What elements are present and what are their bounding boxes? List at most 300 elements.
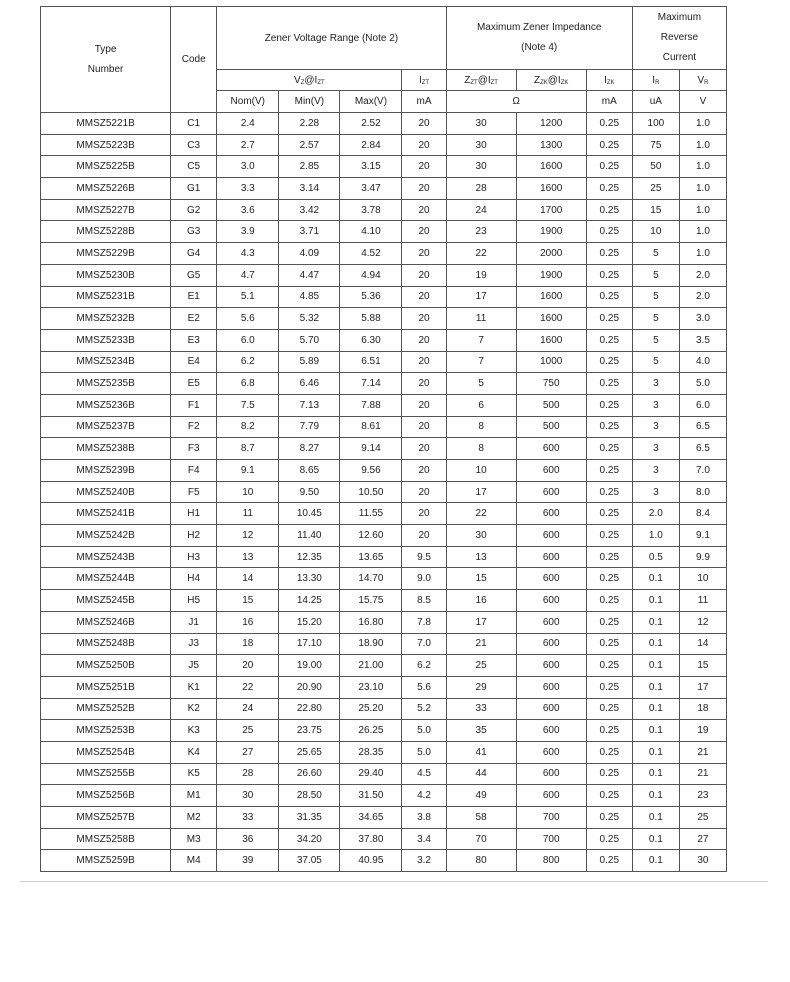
vz-max-cell: 18.90 [340,633,402,655]
izt-cell: 3.8 [402,807,446,829]
code-cell: C3 [171,134,217,156]
vz-nom-cell: 4.3 [217,243,279,265]
table-row [41,199,727,221]
vz-nom-cell: 5.1 [217,286,279,308]
type-number-cell: MMSZ5257B [41,807,171,829]
zzk-cell: 600 [516,503,586,525]
izk-cell: 0.25 [586,243,632,265]
vz-max-cell: 26.25 [340,720,402,742]
zzk-cell: 600 [516,676,586,698]
vz-nom-cell: 16 [217,611,279,633]
izk-cell: 0.25 [586,329,632,351]
vz-min-cell: 4.09 [279,243,340,265]
ir-cell: 0.1 [632,698,679,720]
table-row [41,546,727,568]
zzt-cell: 6 [446,394,516,416]
vz-nom-cell: 30 [217,785,279,807]
zzt-cell: 7 [446,329,516,351]
ir-unit: uA [632,91,679,113]
vz-max-cell: 5.36 [340,286,402,308]
zener-voltage-range-header: Zener Voltage Range (Note 2) [217,7,446,70]
zzt-cell: 17 [446,481,516,503]
table-row [41,373,727,395]
table-row [41,525,727,547]
ir-cell: 15 [632,199,679,221]
vz-min-cell: 5.32 [279,308,340,330]
izt-cell: 7.8 [402,611,446,633]
izk-cell: 0.25 [586,199,632,221]
ir-cell: 5 [632,243,679,265]
vr-cell: 18 [679,698,726,720]
vz-nom-cell: 28 [217,763,279,785]
zzk-cell: 500 [516,394,586,416]
table-row [41,286,727,308]
zzk-cell: 1300 [516,134,586,156]
izk-cell: 0.25 [586,156,632,178]
zzk-cell: 600 [516,460,586,482]
izt-cell: 20 [402,351,446,373]
zzk-cell: 600 [516,655,586,677]
ir-cell: 50 [632,156,679,178]
vz-max-cell: 3.47 [340,178,402,200]
izt-cell: 20 [402,134,446,156]
code-cell: M3 [171,828,217,850]
zzt-cell: 80 [446,850,516,872]
vz-min-cell: 8.65 [279,460,340,482]
table-row [41,590,727,612]
izk-cell: 0.25 [586,394,632,416]
nom-unit: Nom(V) [217,91,279,113]
vr-cell: 27 [679,828,726,850]
ir-header: $I_R$ [632,70,679,91]
vz-max-cell: 6.51 [340,351,402,373]
code-cell: G5 [171,264,217,286]
type-number-cell: MMSZ5227B [41,199,171,221]
vz-nom-cell: 11 [217,503,279,525]
code-cell: F5 [171,481,217,503]
vr-cell: 3.0 [679,308,726,330]
table-row [41,156,727,178]
ir-cell: 0.1 [632,655,679,677]
zzk-cell: 600 [516,546,586,568]
vz-nom-cell: 8.2 [217,416,279,438]
table-row [41,178,727,200]
zener-spec-table [40,6,727,872]
vz-min-cell: 5.89 [279,351,340,373]
zzk-cell: 1600 [516,308,586,330]
vz-min-cell: 15.20 [279,611,340,633]
impedance-unit: Ω [446,91,586,113]
code-cell: F1 [171,394,217,416]
vz-nom-cell: 13 [217,546,279,568]
izt-cell: 20 [402,308,446,330]
izk-unit: mA [586,91,632,113]
izt-cell: 3.2 [402,850,446,872]
vz-max-cell: 25.20 [340,698,402,720]
type-number-cell: MMSZ5232B [41,308,171,330]
table-row [41,850,727,872]
zzk-cell: 1200 [516,113,586,135]
ir-cell: 3 [632,481,679,503]
ir-cell: 0.1 [632,720,679,742]
table-row [41,741,727,763]
table-row [41,113,727,135]
type-number-cell: MMSZ5237B [41,416,171,438]
izk-cell: 0.25 [586,460,632,482]
ir-cell: 5 [632,264,679,286]
code-cell: H1 [171,503,217,525]
vz-nom-cell: 2.7 [217,134,279,156]
vz-min-cell: 10.45 [279,503,340,525]
vr-cell: 1.0 [679,156,726,178]
vz-min-cell: 3.71 [279,221,340,243]
code-cell: E2 [171,308,217,330]
zzt-cell: 8 [446,438,516,460]
vz-min-cell: 23.75 [279,720,340,742]
izk-cell: 0.25 [586,568,632,590]
code-cell: H2 [171,525,217,547]
zzk-cell: 600 [516,698,586,720]
vr-cell: 10 [679,568,726,590]
izt-cell: 20 [402,178,446,200]
zzt-cell: 17 [446,611,516,633]
ir-cell: 0.1 [632,763,679,785]
type-number-cell: MMSZ5250B [41,655,171,677]
max-unit: Max(V) [340,91,402,113]
zzk-cell: 600 [516,481,586,503]
ir-cell: 3 [632,438,679,460]
vz-max-cell: 23.10 [340,676,402,698]
izt-cell: 9.0 [402,568,446,590]
vz-min-cell: 2.57 [279,134,340,156]
type-number-cell: MMSZ5233B [41,329,171,351]
zzt-cell: 15 [446,568,516,590]
izk-cell: 0.25 [586,676,632,698]
zzt-cell: 70 [446,828,516,850]
table-row [41,351,727,373]
zzt-cell: 11 [446,308,516,330]
izk-cell: 0.25 [586,850,632,872]
vz-min-cell: 9.50 [279,481,340,503]
zzk-cell: 1600 [516,178,586,200]
zzt-cell: 30 [446,113,516,135]
type-number-cell: MMSZ5256B [41,785,171,807]
vr-cell: 5.0 [679,373,726,395]
vz-max-cell: 40.95 [340,850,402,872]
ir-cell: 1.0 [632,525,679,547]
table-row [41,785,727,807]
vz-max-cell: 28.35 [340,741,402,763]
vz-nom-cell: 5.6 [217,308,279,330]
code-cell: K5 [171,763,217,785]
zzk-cell: 1000 [516,351,586,373]
vr-cell: 14 [679,633,726,655]
table-row [41,329,727,351]
izt-cell: 20 [402,394,446,416]
zzt-cell: 30 [446,156,516,178]
zzk-cell: 600 [516,438,586,460]
zzt-cell: 28 [446,178,516,200]
type-number-cell: MMSZ5259B [41,850,171,872]
vr-cell: 15 [679,655,726,677]
izk-cell: 0.25 [586,178,632,200]
izt-cell: 20 [402,199,446,221]
zzt-cell: 58 [446,807,516,829]
vz-nom-cell: 18 [217,633,279,655]
ir-cell: 5 [632,329,679,351]
ir-cell: 0.1 [632,850,679,872]
izk-cell: 0.25 [586,134,632,156]
code-cell: K2 [171,698,217,720]
izt-cell: 4.5 [402,763,446,785]
izk-cell: 0.25 [586,308,632,330]
vz-min-cell: 28.50 [279,785,340,807]
code-cell: K4 [171,741,217,763]
type-number-cell: MMSZ5255B [41,763,171,785]
vz-max-cell: 15.75 [340,590,402,612]
vr-cell: 30 [679,850,726,872]
zzk-cell: 500 [516,416,586,438]
izt-cell: 3.4 [402,828,446,850]
code-cell: J5 [171,655,217,677]
type-number-cell: MMSZ5248B [41,633,171,655]
zzt-cell: 21 [446,633,516,655]
type-number-cell: MMSZ5225B [41,156,171,178]
vz-nom-cell: 3.0 [217,156,279,178]
izk-cell: 0.25 [586,633,632,655]
izk-cell: 0.25 [586,611,632,633]
code-cell: K1 [171,676,217,698]
type-number-cell: MMSZ5231B [41,286,171,308]
vr-cell: 1.0 [679,178,726,200]
izt-unit: mA [402,91,446,113]
ir-cell: 0.1 [632,676,679,698]
vz-nom-cell: 3.3 [217,178,279,200]
table-row [41,416,727,438]
vr-cell: 3.5 [679,329,726,351]
ir-cell: 0.1 [632,741,679,763]
ir-cell: 25 [632,178,679,200]
zzk-cell: 800 [516,850,586,872]
vr-cell: 12 [679,611,726,633]
izk-cell: 0.25 [586,286,632,308]
vz-nom-cell: 27 [217,741,279,763]
code-cell: F3 [171,438,217,460]
vz-max-cell: 13.65 [340,546,402,568]
izt-cell: 6.2 [402,655,446,677]
table-row [41,676,727,698]
zzt-cell: 33 [446,698,516,720]
table-row [41,481,727,503]
vz-min-cell: 14.25 [279,590,340,612]
izk-cell: 0.25 [586,763,632,785]
ir-cell: 0.1 [632,590,679,612]
code-cell: H4 [171,568,217,590]
vz-max-cell: 29.40 [340,763,402,785]
code-header: Code [171,7,217,113]
vz-nom-cell: 22 [217,676,279,698]
table-row [41,438,727,460]
table-row [41,828,727,850]
zzt-cell: 22 [446,503,516,525]
zzk-cell: 600 [516,590,586,612]
vz-max-cell: 3.78 [340,199,402,221]
zzk-cell: 700 [516,828,586,850]
type-number-cell: MMSZ5253B [41,720,171,742]
vz-min-cell: 17.10 [279,633,340,655]
code-cell: J1 [171,611,217,633]
vr-cell: 1.0 [679,221,726,243]
izk-cell: 0.25 [586,828,632,850]
table-row [41,394,727,416]
vz-min-cell: 7.79 [279,416,340,438]
vr-cell: 6.5 [679,416,726,438]
vr-cell: 1.0 [679,113,726,135]
vz-nom-cell: 2.4 [217,113,279,135]
zzk-cell: 1900 [516,264,586,286]
vz-min-cell: 11.40 [279,525,340,547]
vz-nom-cell: 3.9 [217,221,279,243]
vz-max-cell: 34.65 [340,807,402,829]
izt-header: $I_{ZT}$ [402,70,446,91]
izt-cell: 20 [402,264,446,286]
table-row [41,655,727,677]
izt-cell: 5.0 [402,741,446,763]
max-reverse-current-header: Maximum Reverse Current [632,7,726,70]
vz-max-cell: 21.00 [340,655,402,677]
type-number-cell: MMSZ5238B [41,438,171,460]
vr-cell: 1.0 [679,199,726,221]
ir-cell: 0.1 [632,633,679,655]
izt-cell: 20 [402,460,446,482]
type-number-cell: MMSZ5252B [41,698,171,720]
zzt-cell: 10 [446,460,516,482]
izt-cell: 4.2 [402,785,446,807]
min-unit: Min(V) [279,91,340,113]
zzk-cell: 1600 [516,329,586,351]
table-row [41,503,727,525]
izk-cell: 0.25 [586,741,632,763]
ir-cell: 5 [632,351,679,373]
izk-cell: 0.25 [586,807,632,829]
zzk-cell: 1600 [516,286,586,308]
vz-min-cell: 3.14 [279,178,340,200]
vz-min-cell: 12.35 [279,546,340,568]
table-row [41,720,727,742]
izk-cell: 0.25 [586,546,632,568]
vz-max-cell: 9.14 [340,438,402,460]
zzk-cell: 1700 [516,199,586,221]
vz-min-cell: 5.70 [279,329,340,351]
izt-cell: 20 [402,416,446,438]
zzk-cell: 2000 [516,243,586,265]
vr-cell: 6.0 [679,394,726,416]
max-zener-impedance-header: Maximum Zener Impedance (Note 4) [446,7,632,70]
izk-cell: 0.25 [586,698,632,720]
vr-cell: 21 [679,763,726,785]
vr-cell: 6.5 [679,438,726,460]
izk-cell: 0.25 [586,525,632,547]
type-number-cell: MMSZ5226B [41,178,171,200]
izt-cell: 5.0 [402,720,446,742]
zzt-cell: 7 [446,351,516,373]
vz-max-cell: 10.50 [340,481,402,503]
page-divider [20,881,768,882]
izk-cell: 0.25 [586,351,632,373]
vz-max-cell: 2.52 [340,113,402,135]
vz-nom-cell: 8.7 [217,438,279,460]
ir-cell: 0.1 [632,785,679,807]
vz-max-cell: 14.70 [340,568,402,590]
vr-header: $V_R$ [679,70,726,91]
ir-cell: 100 [632,113,679,135]
type-number-cell: MMSZ5242B [41,525,171,547]
vz-nom-cell: 10 [217,481,279,503]
vz-nom-cell: 12 [217,525,279,547]
zzk-cell: 600 [516,720,586,742]
vr-unit: V [679,91,726,113]
izt-cell: 7.0 [402,633,446,655]
izk-cell: 0.25 [586,503,632,525]
zzt-cell: 29 [446,676,516,698]
code-cell: G4 [171,243,217,265]
vz-max-cell: 4.94 [340,264,402,286]
izk-cell: 0.25 [586,590,632,612]
vz-max-cell: 11.55 [340,503,402,525]
vr-cell: 19 [679,720,726,742]
izt-cell: 20 [402,221,446,243]
table-row [41,807,727,829]
type-number-cell: MMSZ5245B [41,590,171,612]
code-cell: M4 [171,850,217,872]
code-cell: H3 [171,546,217,568]
vz-max-cell: 2.84 [340,134,402,156]
ir-cell: 5 [632,308,679,330]
izk-cell: 0.25 [586,438,632,460]
vz-nom-cell: 20 [217,655,279,677]
vz-nom-cell: 39 [217,850,279,872]
vz-nom-cell: 9.1 [217,460,279,482]
vz-max-cell: 4.52 [340,243,402,265]
zzt-cell: 16 [446,590,516,612]
type-number-cell: MMSZ5243B [41,546,171,568]
type-number-cell: MMSZ5236B [41,394,171,416]
vz-nom-cell: 6.0 [217,329,279,351]
vz-min-cell: 25.65 [279,741,340,763]
zzt-cell: 24 [446,199,516,221]
vz-min-cell: 4.47 [279,264,340,286]
ir-cell: 3 [632,373,679,395]
vz-nom-cell: 14 [217,568,279,590]
vr-cell: 8.0 [679,481,726,503]
zzk-at-izk-header: $Z_{ZK}@I_{ZK}$ [516,70,586,91]
vz-max-cell: 7.14 [340,373,402,395]
vr-cell: 9.9 [679,546,726,568]
zzk-cell: 600 [516,525,586,547]
zzk-cell: 600 [516,568,586,590]
code-cell: C5 [171,156,217,178]
vr-cell: 17 [679,676,726,698]
type-number-cell: MMSZ5240B [41,481,171,503]
code-cell: E1 [171,286,217,308]
code-cell: H5 [171,590,217,612]
vz-min-cell: 2.28 [279,113,340,135]
type-number-cell: MMSZ5234B [41,351,171,373]
zzk-cell: 750 [516,373,586,395]
code-cell: G1 [171,178,217,200]
vz-max-cell: 8.61 [340,416,402,438]
izt-cell: 8.5 [402,590,446,612]
